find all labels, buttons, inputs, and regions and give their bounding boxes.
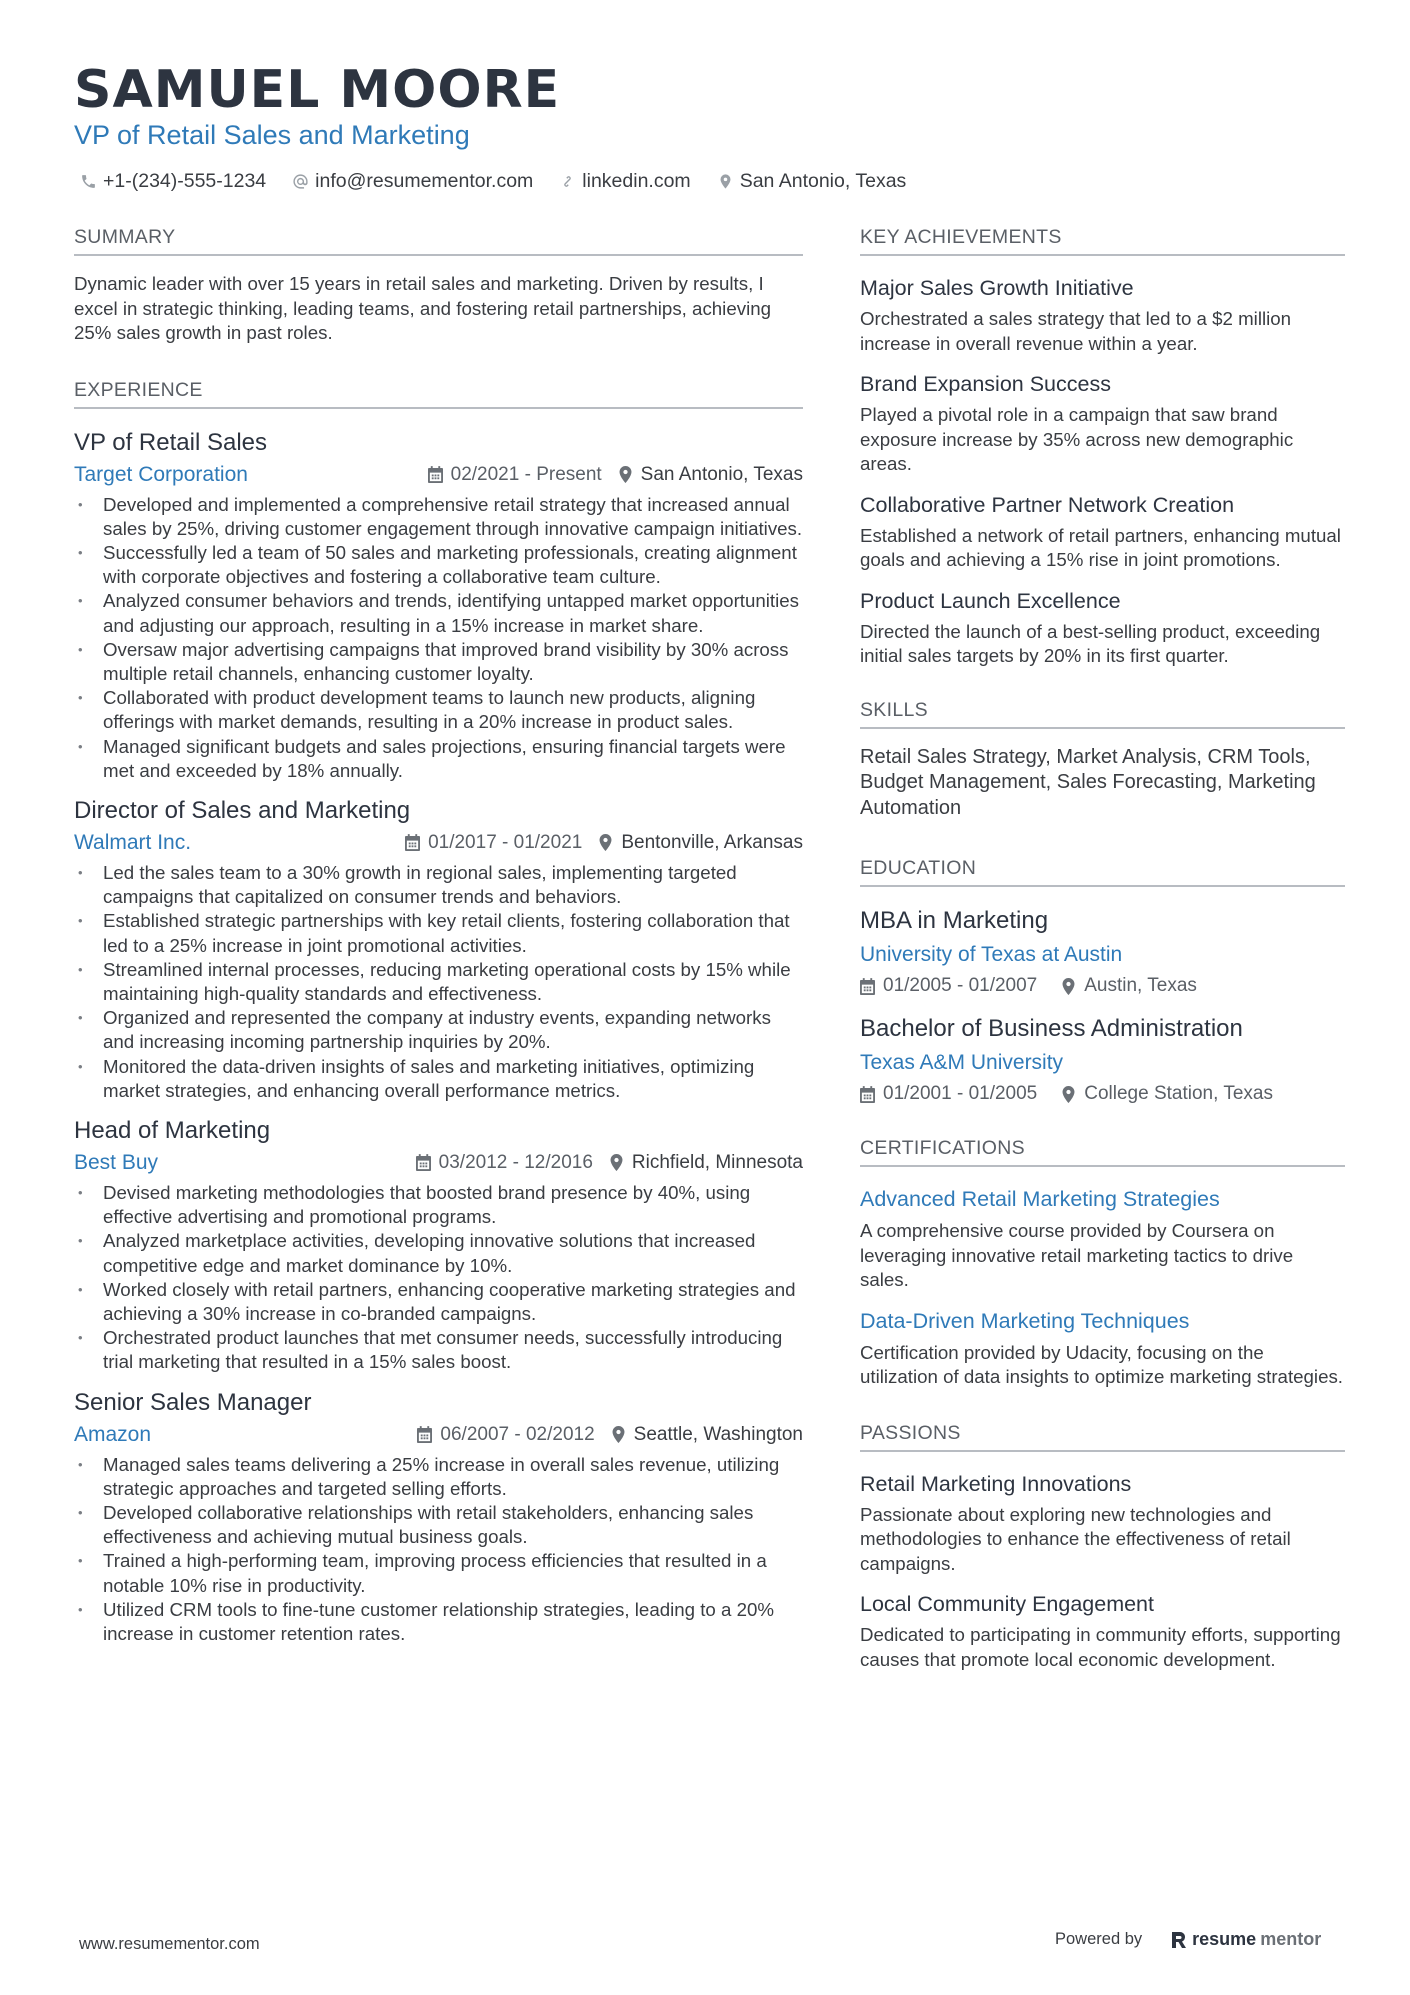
job-dates: [428, 464, 602, 486]
certification-text: A comprehensive course provided by Coursera on leveraging innovative retail marketing tactics to drive sales.: [860, 1220, 1294, 1290]
education-heading: EDUCATION: [860, 857, 1345, 887]
passion-title: Retail Marketing Innovations: [860, 1471, 1132, 1496]
passion-list: [860, 1472, 1345, 1673]
location-pin-icon: [1061, 978, 1076, 995]
bullet-item: • Successfully led a team of 50 sales and marketing professionals, creating alignment with corporate objectives and fostering a collaborative team culture.: [74, 541, 803, 589]
job-entry: [74, 429, 803, 783]
job-meta: [405, 832, 803, 854]
achievement-title: Product Launch Excellence: [860, 588, 1121, 613]
bullet-item: • Developed collaborative relationships with retail stakeholders, enhancing sales effectiveness and achieving mutual business goals.: [74, 1501, 803, 1549]
education-item: [860, 1015, 1345, 1105]
job-title: Director of Sales and Marketing: [74, 796, 411, 824]
job-title: VP of Retail Sales: [74, 428, 267, 456]
education-location: [1061, 975, 1197, 997]
calendar-icon: [860, 978, 875, 995]
job-entry: [74, 1389, 803, 1647]
candidate-name: SAMUEL MOORE: [74, 60, 561, 120]
contact-email[interactable]: [292, 170, 533, 193]
job-dates-text: 01/2017 - 01/2021: [428, 831, 583, 853]
summary-text: Dynamic leader with over 15 years in retail sales and marketing. Driven by results, I excel in strategic thinking, leading teams, and fostering retail partnerships, achieving 25% sales growth in past roles.: [74, 273, 772, 343]
job-location-text: Seattle, Washington: [633, 1423, 803, 1445]
location-pin-icon: [598, 834, 613, 851]
job-dates-text: 02/2021 - Present: [450, 463, 602, 485]
education-dates-text: 01/2001 - 01/2005: [883, 1083, 1038, 1104]
job-entry: [74, 1117, 803, 1375]
bullet-item: • Streamlined internal processes, reducing marketing operational costs by 15% while maintaining high-quality standards and effectiveness.: [74, 958, 803, 1006]
bullet-item: • Analyzed marketplace activities, developing innovative solutions that increased competitive edge and market dominance by 10%.: [74, 1229, 803, 1277]
education-location: [1061, 1083, 1273, 1105]
certification-title: Advanced Retail Marketing Strategies: [860, 1187, 1220, 1211]
footer-branding: [1055, 1929, 1321, 1950]
bullet-item: • Utilized CRM tools to fine-tune customer relationship strategies, leading to a 20% increase in customer retention rates.: [74, 1598, 803, 1646]
calendar-icon: [860, 1086, 875, 1103]
bullet-item: • Managed significant budgets and sales projections, ensuring financial targets were met and exceeded by 18% annually.: [74, 735, 803, 783]
job-location: [618, 464, 803, 486]
certification-title: Data-Driven Marketing Techniques: [860, 1308, 1190, 1333]
education-meta: [860, 1083, 1345, 1105]
bullet-item: • Managed sales teams delivering a 25% increase in overall sales revenue, utilizing strategic approaches and targeted selling efforts.: [74, 1453, 803, 1501]
bullet-item: • Devised marketing methodologies that boosted brand presence by 40%, using effective advertising and promotional programs.: [74, 1181, 803, 1229]
job-meta: [417, 1424, 803, 1446]
job-dates: [405, 832, 582, 854]
certification-item: [860, 1187, 1345, 1293]
achievement-title: Brand Expansion Success: [860, 372, 1111, 396]
job-dates-text: 06/2007 - 02/2012: [440, 1423, 595, 1445]
right-column: [860, 226, 1345, 1688]
bullet-item: • Trained a high-performing team, improving process efficiencies that resulted in a notable 10% rise in productivity.: [74, 1549, 803, 1597]
location-pin-icon: [611, 1426, 626, 1443]
education-location-text: College Station, Texas: [1084, 1083, 1273, 1104]
location-pin-icon: [618, 466, 633, 483]
certification-item: [860, 1309, 1345, 1390]
passion-item: [860, 1592, 1345, 1672]
bullet-item: • Oversaw major advertising campaigns that improved brand visibility by 30% across multiple retail channels, enhancing customer loyalty.: [74, 638, 803, 686]
location-text: San Antonio, Texas: [739, 170, 907, 192]
contact-bar: [80, 170, 906, 193]
education-dates: [860, 975, 1037, 997]
job-location: [611, 1424, 803, 1446]
education-dates-text: 01/2005 - 01/2007: [883, 975, 1038, 996]
job-title: Senior Sales Manager: [74, 1388, 312, 1416]
calendar-icon: [428, 466, 443, 483]
school-name: Texas A&M University: [860, 1051, 1064, 1074]
job-info-line: [74, 831, 803, 855]
achievement-text: Directed the launch of a best-selling product, exceeding initial sales targets by 20% in its first quarter.: [860, 620, 1321, 666]
left-column: [74, 226, 803, 1660]
bullet-item: • Worked closely with retail partners, enhancing cooperative marketing strategies and achieving a 30% increase in co-branded campaigns.: [74, 1278, 803, 1326]
link-icon: [559, 173, 576, 190]
job-meta: [428, 464, 803, 486]
bullet-item: • Collaborated with product development teams to launch new products, aligning offerings with market demands, resulting in a 20% increase in product sales.: [74, 686, 803, 734]
brand-text-part2: mentor: [1260, 1929, 1322, 1949]
passions-heading: PASSIONS: [860, 1422, 1345, 1452]
job-bullets: [74, 1453, 803, 1647]
job-title: Head of Marketing: [74, 1116, 271, 1144]
job-info-line: [74, 1151, 803, 1175]
certification-text: Certification provided by Udacity, focusing on the utilization of data insights to optimize marketing strategies.: [860, 1341, 1344, 1387]
phone-icon: [80, 173, 97, 190]
brand-logo[interactable]: [1170, 1929, 1321, 1950]
passion-title: Local Community Engagement: [860, 1592, 1154, 1616]
job-dates: [416, 1152, 593, 1174]
job-dates-text: 03/2012 - 12/2016: [438, 1151, 593, 1173]
job-list: [74, 429, 803, 1647]
summary-heading: SUMMARY: [74, 226, 803, 256]
education-dates: [860, 1083, 1037, 1105]
skills-heading: SKILLS: [860, 699, 1345, 729]
education-list: [860, 907, 1345, 1105]
job-bullets: [74, 861, 803, 1103]
company-name: Amazon: [74, 1422, 152, 1446]
achievement-item: [860, 276, 1345, 356]
company-name: Best Buy: [74, 1150, 159, 1174]
location-pin-icon: [717, 173, 734, 190]
passion-item: [860, 1472, 1345, 1577]
at-icon: [292, 173, 309, 190]
certifications-heading: CERTIFICATIONS: [860, 1137, 1345, 1167]
achievement-text: Orchestrated a sales strategy that led to a $2 million increase in overall revenue within a year.: [860, 308, 1292, 354]
job-dates: [417, 1424, 594, 1446]
company-name: Target Corporation: [74, 462, 248, 486]
brand-text-part1: resume: [1192, 1929, 1257, 1949]
email-text: info@resumementor.com: [315, 170, 534, 192]
skills-text: Retail Sales Strategy, Market Analysis, CRM Tools, Budget Management, Sales Forecasting, Marketing Automation: [860, 745, 1316, 819]
achievement-text: Established a network of retail partners, enhancing mutual goals and achieving a 15% rise in joint promotions.: [860, 524, 1341, 570]
achievement-item: [860, 372, 1345, 477]
passion-text: Dedicated to participating in community efforts, supporting causes that promote local economic development.: [860, 1624, 1341, 1670]
school-name: University of Texas at Austin: [860, 943, 1123, 966]
job-bullets: [74, 1181, 803, 1375]
candidate-title: VP of Retail Sales and Marketing: [74, 120, 470, 150]
achievement-title: Major Sales Growth Initiative: [860, 276, 1134, 300]
job-info-line: [74, 1423, 803, 1447]
achievement-item: [860, 589, 1345, 669]
job-location-text: San Antonio, Texas: [640, 463, 803, 485]
bullet-item: • Developed and implemented a comprehensive retail strategy that increased annual sales by 25%, driving customer engagement through innovative campaign initiatives.: [74, 493, 803, 541]
company-name: Walmart Inc.: [74, 830, 192, 854]
resumementor-logo-icon: [1170, 1930, 1188, 1950]
achievement-title: Collaborative Partner Network Creation: [860, 492, 1235, 517]
linkedin-text: linkedin.com: [582, 170, 691, 192]
achievement-list: [860, 276, 1345, 669]
certification-list: [860, 1187, 1345, 1390]
bullet-item: • Monitored the data-driven insights of sales and marketing initiatives, optimizing market strategies, and enhancing overall performance metrics.: [74, 1055, 803, 1103]
calendar-icon: [405, 834, 420, 851]
bullet-item: • Orchestrated product launches that met consumer needs, successfully introducing trial marketing that resulted in a 15% sales boost.: [74, 1326, 803, 1374]
degree-name: Bachelor of Business Administration: [860, 1015, 1243, 1042]
job-bullets: [74, 493, 803, 783]
education-item: [860, 907, 1345, 997]
contact-linkedin[interactable]: [559, 170, 690, 193]
phone-text: +1-(234)-555-1234: [103, 170, 267, 192]
job-entry: [74, 797, 803, 1103]
achievements-heading: KEY ACHIEVEMENTS: [860, 226, 1345, 256]
calendar-icon: [416, 1154, 431, 1171]
experience-heading: EXPERIENCE: [74, 379, 803, 409]
achievement-text: Played a pivotal role in a campaign that saw brand exposure increase by 35% across new demographic areas.: [860, 404, 1294, 474]
passion-text: Passionate about exploring new technologies and methodologies to enhance the effectiveness of retail campaigns.: [860, 1503, 1291, 1574]
job-info-line: [74, 463, 803, 487]
job-meta: [416, 1152, 803, 1174]
powered-by-label: Powered by: [1055, 1930, 1143, 1948]
bullet-item: • Established strategic partnerships with key retail clients, fostering collaboration that led to a 25% increase in joint promotional activities.: [74, 909, 803, 957]
bullet-item: • Led the sales team to a 30% growth in regional sales, implementing targeted campaigns that capitalized on consumer trends and behaviors.: [74, 861, 803, 909]
job-location: [598, 832, 803, 854]
location-pin-icon: [609, 1154, 624, 1171]
job-location: [609, 1152, 803, 1174]
education-location-text: Austin, Texas: [1084, 975, 1197, 996]
location-pin-icon: [1061, 1086, 1076, 1103]
bullet-item: • Organized and represented the company at industry events, expanding networks and increasing incoming partnership inquiries by 20%.: [74, 1006, 803, 1054]
bullet-item: • Analyzed consumer behaviors and trends, identifying untapped market opportunities and adjusting our approach, resulting in a 15% increase in market share.: [74, 589, 803, 637]
education-meta: [860, 975, 1345, 997]
footer-website[interactable]: www.resumementor.com: [79, 1935, 260, 1953]
contact-phone[interactable]: [80, 170, 266, 193]
job-location-text: Richfield, Minnesota: [631, 1151, 803, 1173]
contact-location: [717, 170, 907, 193]
achievement-item: [860, 493, 1345, 573]
degree-name: MBA in Marketing: [860, 907, 1049, 934]
job-location-text: Bentonville, Arkansas: [621, 831, 803, 853]
calendar-icon: [417, 1426, 432, 1443]
